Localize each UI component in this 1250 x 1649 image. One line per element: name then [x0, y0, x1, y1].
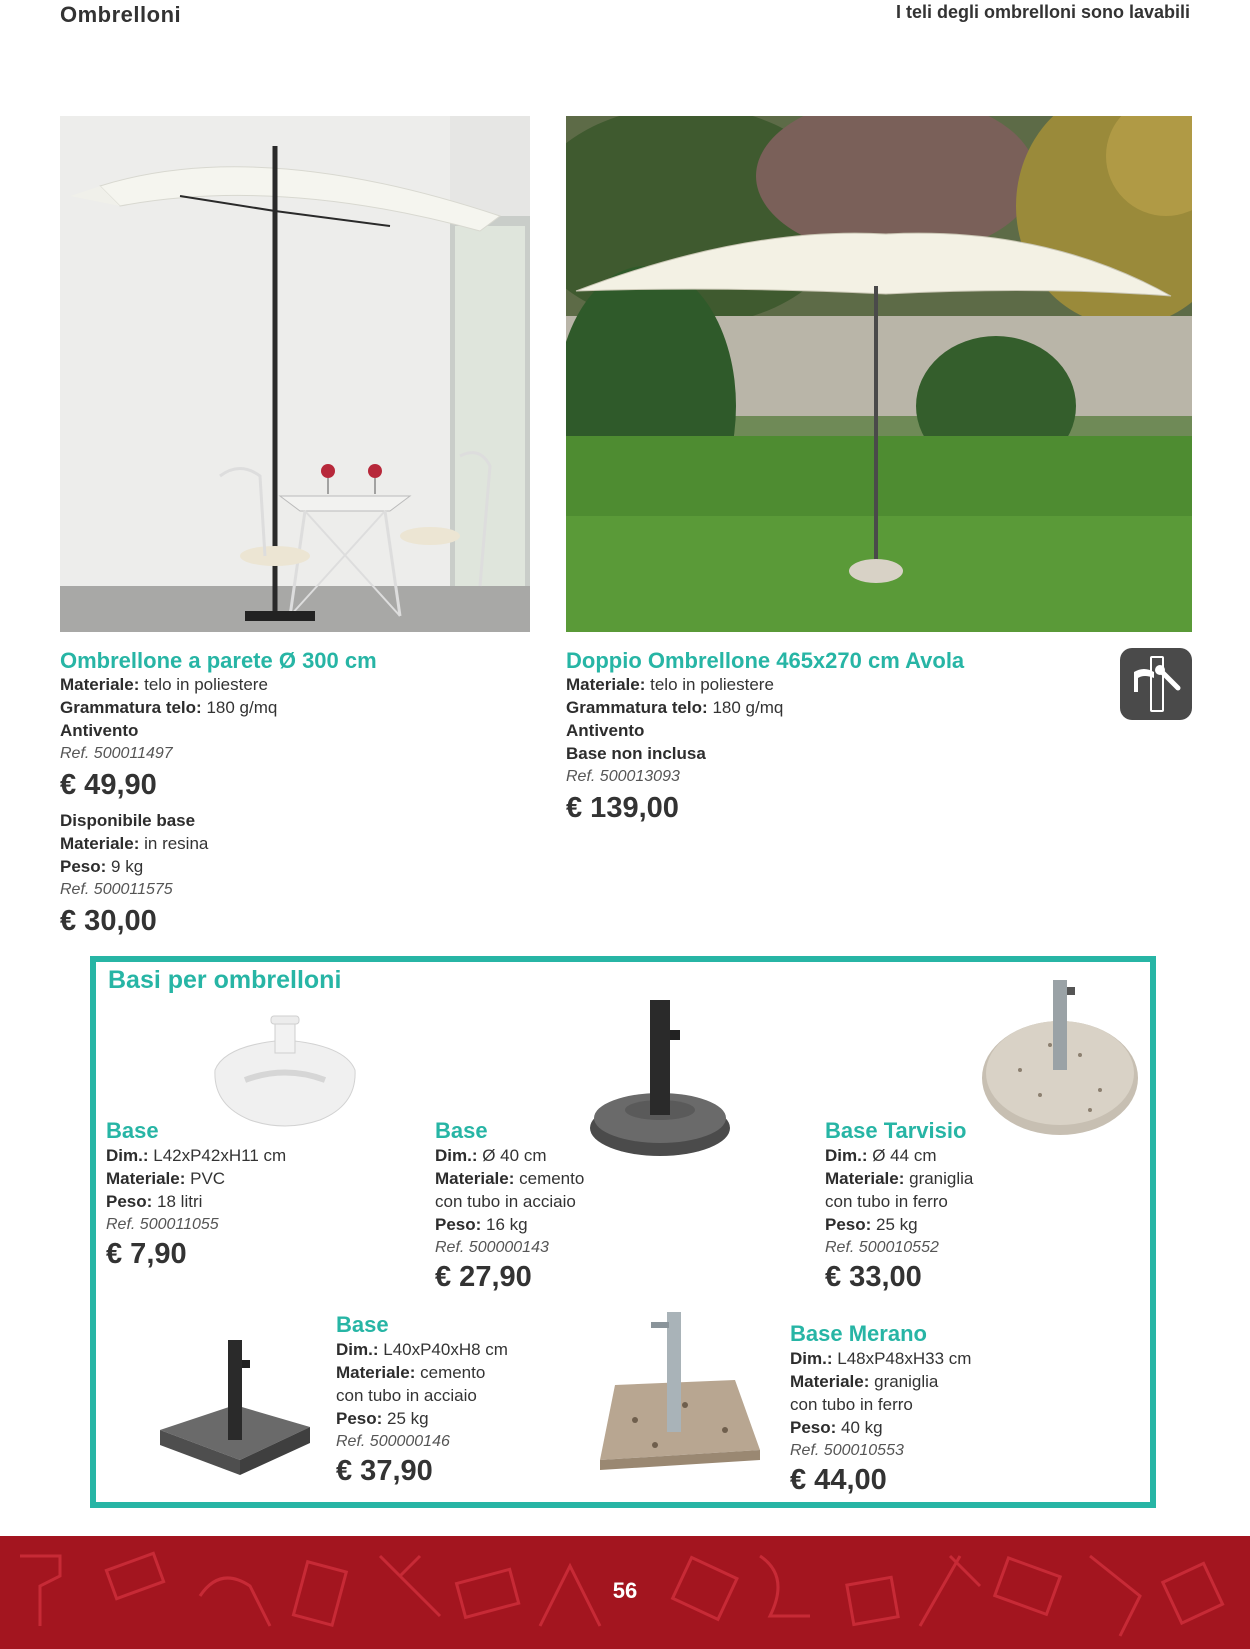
spec-line: Materiale: in resina: [60, 834, 209, 853]
section-note: I teli degli ombrelloni sono lavabili: [895, 2, 1190, 22]
spec-line: con tubo in acciaio: [435, 1192, 576, 1211]
cement-square-base-image: [155, 1335, 315, 1485]
product-title: Ombrellone a parete Ø 300 cm: [60, 648, 377, 673]
base-ref: Ref. 500000143: [435, 1239, 549, 1256]
double-umbrella-photo: [566, 116, 1192, 632]
base-title: Base: [435, 1118, 488, 1143]
spec-line: Dim.: L40xP40xH8 cm: [336, 1340, 508, 1359]
spec-line: Materiale: telo in poliestere: [60, 675, 268, 694]
spec-line: Materiale: graniglia: [825, 1169, 974, 1188]
spec-line: Antivento: [60, 721, 139, 740]
granite-square-base-image: [595, 1310, 770, 1485]
base-ref: Ref. 500011055: [106, 1216, 219, 1233]
section-title: Ombrelloni: [60, 2, 182, 27]
spec-line: Base non inclusa: [566, 744, 706, 763]
spec-line: Grammatura telo: 180 g/mq: [60, 698, 278, 717]
page-number: 56: [612, 1578, 638, 1603]
product-title: Doppio Ombrellone 465x270 cm Avola: [566, 648, 965, 673]
base-ref: Ref. 500010553: [790, 1442, 904, 1459]
base-ref: Ref. 500000146: [336, 1433, 450, 1450]
spec-line: Materiale: graniglia: [790, 1372, 939, 1391]
base-price: € 44,00: [790, 1464, 887, 1496]
granite-round-base-image: [980, 975, 1140, 1140]
spec-line: Materiale: cemento: [435, 1169, 585, 1188]
assembly-tool-icon: [1120, 648, 1192, 720]
base-card: [790, 1321, 971, 1498]
base-title: Base: [106, 1118, 159, 1143]
spec-line: Peso: 25 kg: [336, 1409, 429, 1428]
product-specs: [566, 673, 783, 826]
base-price: € 33,00: [825, 1261, 922, 1293]
spec-line: con tubo in acciaio: [336, 1386, 477, 1405]
product-specs: [60, 673, 277, 939]
spec-line: Grammatura telo: 180 g/mq: [566, 698, 784, 717]
base-card: [336, 1312, 508, 1489]
product-price: € 49,90: [60, 769, 157, 801]
spec-line: Peso: 25 kg: [825, 1215, 918, 1234]
cement-round-base-image: [585, 995, 735, 1160]
spec-line: Dim.: L48xP48xH33 cm: [790, 1349, 972, 1368]
base-price: € 37,90: [336, 1455, 433, 1487]
base-card: [825, 1118, 973, 1295]
product-ref: Ref. 500013093: [566, 768, 680, 785]
spec-line: Peso: 18 litri: [106, 1192, 203, 1211]
spec-line: con tubo in ferro: [790, 1395, 913, 1414]
spec-line: Materiale: PVC: [106, 1169, 226, 1188]
spec-line: Antivento: [566, 721, 645, 740]
product-price: € 139,00: [566, 792, 679, 824]
bases-section-title: Basi per ombrelloni: [108, 966, 342, 994]
product-ref: Ref. 500011497: [60, 745, 173, 762]
spec-line: Dim.: L42xP42xH11 cm: [106, 1146, 287, 1165]
spec-line: Dim.: Ø 44 cm: [825, 1146, 937, 1165]
product-ref: Ref. 500011575: [60, 881, 173, 898]
base-title: Base Tarvisio: [825, 1118, 967, 1143]
base-ref: Ref. 500010552: [825, 1239, 939, 1256]
base-title: Base: [336, 1312, 389, 1337]
base-title: Base Merano: [790, 1321, 927, 1346]
spec-line: Peso: 16 kg: [435, 1215, 528, 1234]
spec-line: Peso: 9 kg: [60, 857, 144, 876]
spec-line: con tubo in ferro: [825, 1192, 948, 1211]
spec-line: Disponibile base: [60, 811, 196, 830]
base-card: [435, 1118, 584, 1295]
product-price: € 30,00: [60, 905, 157, 937]
wall-umbrella-photo: [60, 116, 530, 632]
spec-line: Materiale: telo in poliestere: [566, 675, 774, 694]
base-price: € 7,90: [106, 1238, 187, 1270]
spec-line: Materiale: cemento: [336, 1363, 486, 1382]
base-price: € 27,90: [435, 1261, 532, 1293]
base-card: [106, 1118, 286, 1272]
spec-line: Dim.: Ø 40 cm: [435, 1146, 547, 1165]
spec-line: Peso: 40 kg: [790, 1418, 883, 1437]
